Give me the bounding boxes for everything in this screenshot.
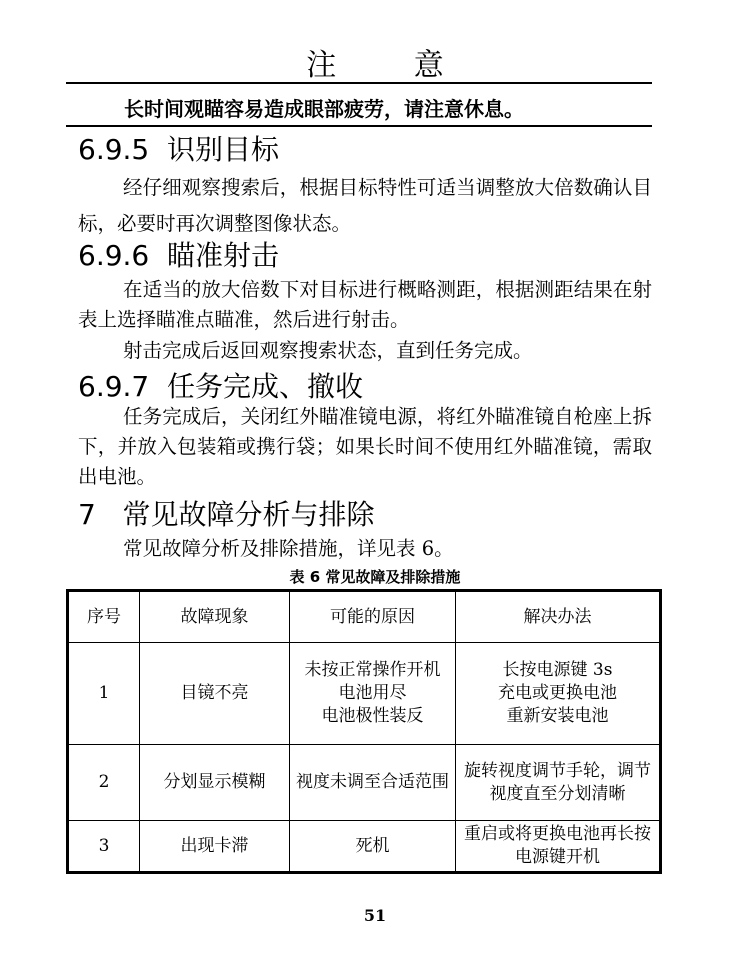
- solution-line: 重新安装电池: [506, 706, 609, 726]
- section-paragraph: 在适当的放大倍数下对目标进行概略测距，根据测距结果在射表上选择瞄准点瞄准，然后进行射击。: [78, 278, 652, 331]
- row-solutions: [456, 745, 661, 821]
- solution-line: 长按电源键 3s: [502, 660, 613, 680]
- section-paragraph: 射击完成后返回观察搜索状态，直到任务完成。: [123, 339, 533, 362]
- row-no: 3: [68, 821, 140, 873]
- cause-line: 视度未调至合适范围: [296, 772, 449, 792]
- table-row: [68, 821, 661, 873]
- notice-title: 注 意: [306, 48, 478, 83]
- cause-line: 电池极性装反: [321, 706, 424, 726]
- page-number: 51: [363, 906, 387, 925]
- table-header-row: [68, 591, 661, 643]
- solution-line: 充电或更换电池: [498, 683, 617, 703]
- row-causes: [290, 821, 456, 873]
- section-paragraph: 常见故障分析及排除措施，详见表 6。: [123, 537, 454, 560]
- section-heading-6-9-7: 6.9.7 任务完成、撤收: [78, 370, 364, 403]
- row-solutions: [456, 643, 661, 745]
- section-heading-6-9-5: 6.9.5 识别目标: [78, 133, 280, 166]
- table-caption: 表 6 常见故障及排除措施: [289, 568, 461, 586]
- row-symptom: 分划显示模糊: [140, 745, 290, 821]
- cause-line: 死机: [355, 835, 390, 856]
- section-paragraph: 经仔细观察搜索后，根据目标特性可适当调整放大倍数确认目标，必要时再次调整图像状态。: [78, 176, 652, 235]
- header-symptom: 故障现象: [140, 591, 290, 643]
- header-no: 序号: [68, 591, 140, 643]
- row-symptom: 目镜不亮: [140, 643, 290, 745]
- fault-table: [66, 589, 662, 874]
- header-solution: 解决办法: [456, 591, 661, 643]
- notice-top-rule: [66, 82, 652, 84]
- section-heading-6-9-6: 6.9.6 瞄准射击: [78, 239, 280, 272]
- section-heading-7: 7 常见故障分析与排除: [78, 498, 375, 531]
- cause-line: 电池用尽: [338, 683, 407, 703]
- row-no: 2: [68, 745, 140, 821]
- notice-text: 长时间观瞄容易造成眼部疲劳，请注意休息。: [124, 97, 524, 121]
- solution-line: 旋转视度调节手轮，调节视度直至分划清晰: [464, 760, 651, 804]
- cause-line: 未按正常操作开机: [304, 660, 441, 680]
- row-causes: [290, 745, 456, 821]
- row-no: 1: [68, 643, 140, 745]
- row-causes: [290, 643, 456, 745]
- notice-bottom-rule: [66, 125, 652, 127]
- table-row: [68, 745, 661, 821]
- row-solutions: [456, 821, 661, 873]
- header-cause: 可能的原因: [290, 591, 456, 643]
- table-row: [68, 643, 661, 745]
- section-paragraph: 任务完成后，关闭红外瞄准镜电源，将红外瞄准镜自枪座上拆下，并放入包装箱或携行袋；如果长时间不使用红外瞄准镜，需取出电池。: [78, 405, 652, 488]
- solution-line: 重启或将更换电池再长按电源键开机: [464, 824, 651, 867]
- row-symptom: 出现卡滞: [140, 821, 290, 873]
